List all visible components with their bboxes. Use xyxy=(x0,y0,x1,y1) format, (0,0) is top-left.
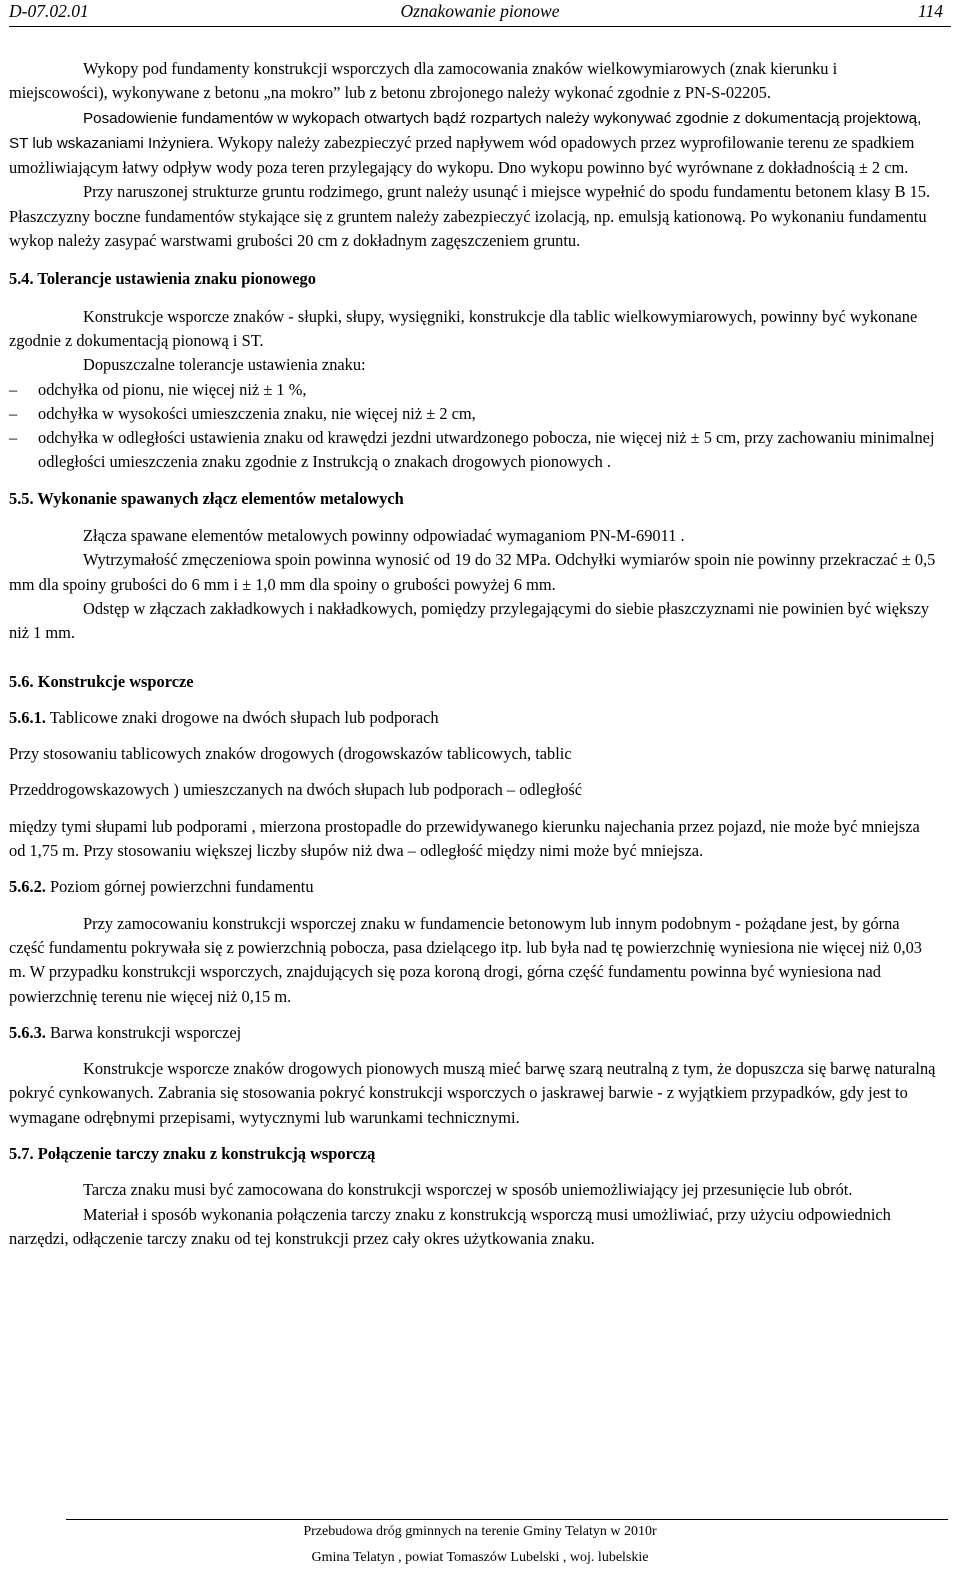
dash-bullet: – xyxy=(9,403,18,423)
footer-line-1: Przebudowa dróg gminnych na terenie Gminy Telatyn w 2010r xyxy=(303,1524,657,1539)
dash-bullet: – xyxy=(9,379,18,399)
paragraph: Przy stosowaniu tablicowych znaków drogowych (drogowskazów tablicowych, tablic xyxy=(9,744,572,764)
section-heading: 5.5. Wykonanie spawanych złącz elementów metalowych xyxy=(9,488,404,508)
footer-rule xyxy=(66,1519,948,1520)
page-header xyxy=(9,0,951,27)
paragraph: Tarcza znaku musi być zamocowana do konstrukcji wsporczej w sposób uniemożliwiający jej przesunięcie lub obrót. xyxy=(83,1180,853,1200)
section-heading: 5.6. Konstrukcje wsporcze xyxy=(9,671,194,691)
tolerance-list xyxy=(9,378,939,475)
paragraph: Wykopy pod fundamenty konstrukcji wsporczych dla zamocowania znaków wielkowymiarowych (znak kierunku i miejscowości), wykonywane z betonu „na mokro” lub z betonu zbrojonego należy wykonać zgodnie z PN-S-02205. xyxy=(9,59,838,103)
dash-bullet: – xyxy=(9,428,18,448)
subsection-heading: 5.6.2. Poziom górnej powierzchni fundamentu xyxy=(9,877,314,897)
list-item: – odchyłka w odległości ustawienia znaku od krawędzi jezdni utwardzonego pobocza, nie więcej niż ± 5 cm, przy zachowaniu minimalnej odległości umieszczenia znaku zgodnie z Instrukcją o znakach drogowych pionowych . xyxy=(9,428,935,472)
paragraph: Dopuszczalne tolerancje ustawienia znaku: xyxy=(83,355,366,375)
paragraph: Przy zamocowaniu konstrukcji wsporczej znaku w fundamencie betonowym lub innym podobnym - pożądane jest, by górna część fundamentu pokrywała się z powierzchnią pobocza, pasa dzielącego itp. lub była nad tę powierzchnię wyniesiona nie więcej niż 0,03 m. W przypadku konstrukcji wsporczych, znajdujących się poza koroną drogi, górna część fundamentu powinna być wyniesiona nad powierzchnię terenu nie więcej niż 0,15 m. xyxy=(9,913,922,1006)
list-item: – odchyłka w wysokości umieszczenia znaku, nie więcej niż ± 2 cm, xyxy=(9,402,939,426)
page-number: 114 xyxy=(918,1,943,21)
paragraph: Odstęp w złączach zakładkowych i nakładkowych, pomiędzy przylegającymi do siebie płaszczyznami nie powinien być większy niż 1 mm. xyxy=(9,598,930,643)
paragraph: Materiał i sposób wykonania połączenia tarczy znaku z konstrukcją wsporczą musi umożliwiać, przy użyciu odpowiednich narzędzi, odłączenie tarczy znaku od tej konstrukcji przez cały okres użytkowania znaku. xyxy=(9,1204,891,1248)
subsection-heading: 5.6.3. Barwa konstrukcji wsporczej xyxy=(9,1022,242,1042)
paragraph: Wytrzymałość zmęczeniowa spoin powinna wynosić od 19 do 32 MPa. Odchyłki wymiarów spoin nie powinny przekraczać ± 0,5 mm dla spoiny grubości do 6 mm i ± 1,0 mm dla spoiny o grubości powyżej 6 mm. xyxy=(9,550,936,594)
paragraph: Konstrukcje wsporcze znaków - słupki, słupy, wysięgniki, konstrukcje dla tablic wielkowymiarowych, powinny być wykonane zgodnie z dokumentacją pionową i ST. xyxy=(9,306,918,350)
paragraph: Konstrukcje wsporcze znaków drogowych pionowych muszą mieć barwę szarą neutralną z tym, że dopuszcza się barwę naturalną pokryć cynkowanych. Zabrania się stosowania pokryć konstrukcji wsporczych o jaskrawej barwie - z wyjątkiem przypadków, gdy jest to wymagane odrębnymi przepisami, wytycznymi lub warunkami technicznymi. xyxy=(9,1059,936,1127)
paragraph xyxy=(9,106,939,181)
subsection-heading: 5.6.1. Tablicowe znaki drogowe na dwóch słupach lub podporach xyxy=(9,707,439,727)
paragraph-sans-part: Posadowienie fundamentów w wykopach otwartych bądź rozpartych należy wykonywać zgodnie z dokumentacją projektową, ST lub wskazaniami Inżyniera. xyxy=(9,109,922,152)
paragraph-serif-part: Wykopy należy zabezpieczyć przed napływem wód opadowych przez wyprofilowanie terenu ze spadkiem umożliwiającym łatwy odpływ wody poza teren przylegający do wykopu. Dno wykopu powinno być wyrównane z dokładnością ± 2 cm. xyxy=(9,132,915,178)
list-item: – odchyłka od pionu, nie więcej niż ± 1 %, xyxy=(9,378,939,402)
header-title: Oznakowanie pionowe xyxy=(400,1,560,21)
paragraph: Przy naruszonej strukturze gruntu rodzimego, grunt należy usunąć i miejsce wypełnić do spodu fundamentu betonem klasy B 15. Płaszczyzny boczne fundamentów stykające się z gruntem należy zabezpieczyć izolacją, np. emulsją kationową. Po wykonaniu fundamentu wykop należy zasypać warstwami grubości 20 cm z dokładnym zagęszczeniem gruntu. xyxy=(9,182,931,251)
paragraph: między tymi słupami lub podporami , mierzona prostopadle do przewidywanego kierunku najechania przez pojazd, nie może być mniejsza od 1,75 m. Przy stosowaniu większej liczby słupów niż dwa – odległość między nimi może być mniejsza. xyxy=(9,816,920,861)
document-body xyxy=(9,57,939,1251)
footer-line-2: Gmina Telatyn , powiat Tomaszów Lubelski , woj. lubelskie xyxy=(311,1550,649,1565)
section-heading: 5.4. Tolerancje ustawienia znaku pionowego xyxy=(9,269,316,289)
section-heading: 5.7. Połączenie tarczy znaku z konstrukcją wsporczą xyxy=(9,1143,376,1163)
paragraph: Przeddrogowskazowych ) umieszczanych na dwóch słupach lub podporach – odległość xyxy=(9,780,583,800)
spec-code: D-07.02.01 xyxy=(9,1,89,21)
paragraph: Złącza spawane elementów metalowych powinny odpowiadać wymaganiom PN-M-69011 . xyxy=(83,526,685,546)
